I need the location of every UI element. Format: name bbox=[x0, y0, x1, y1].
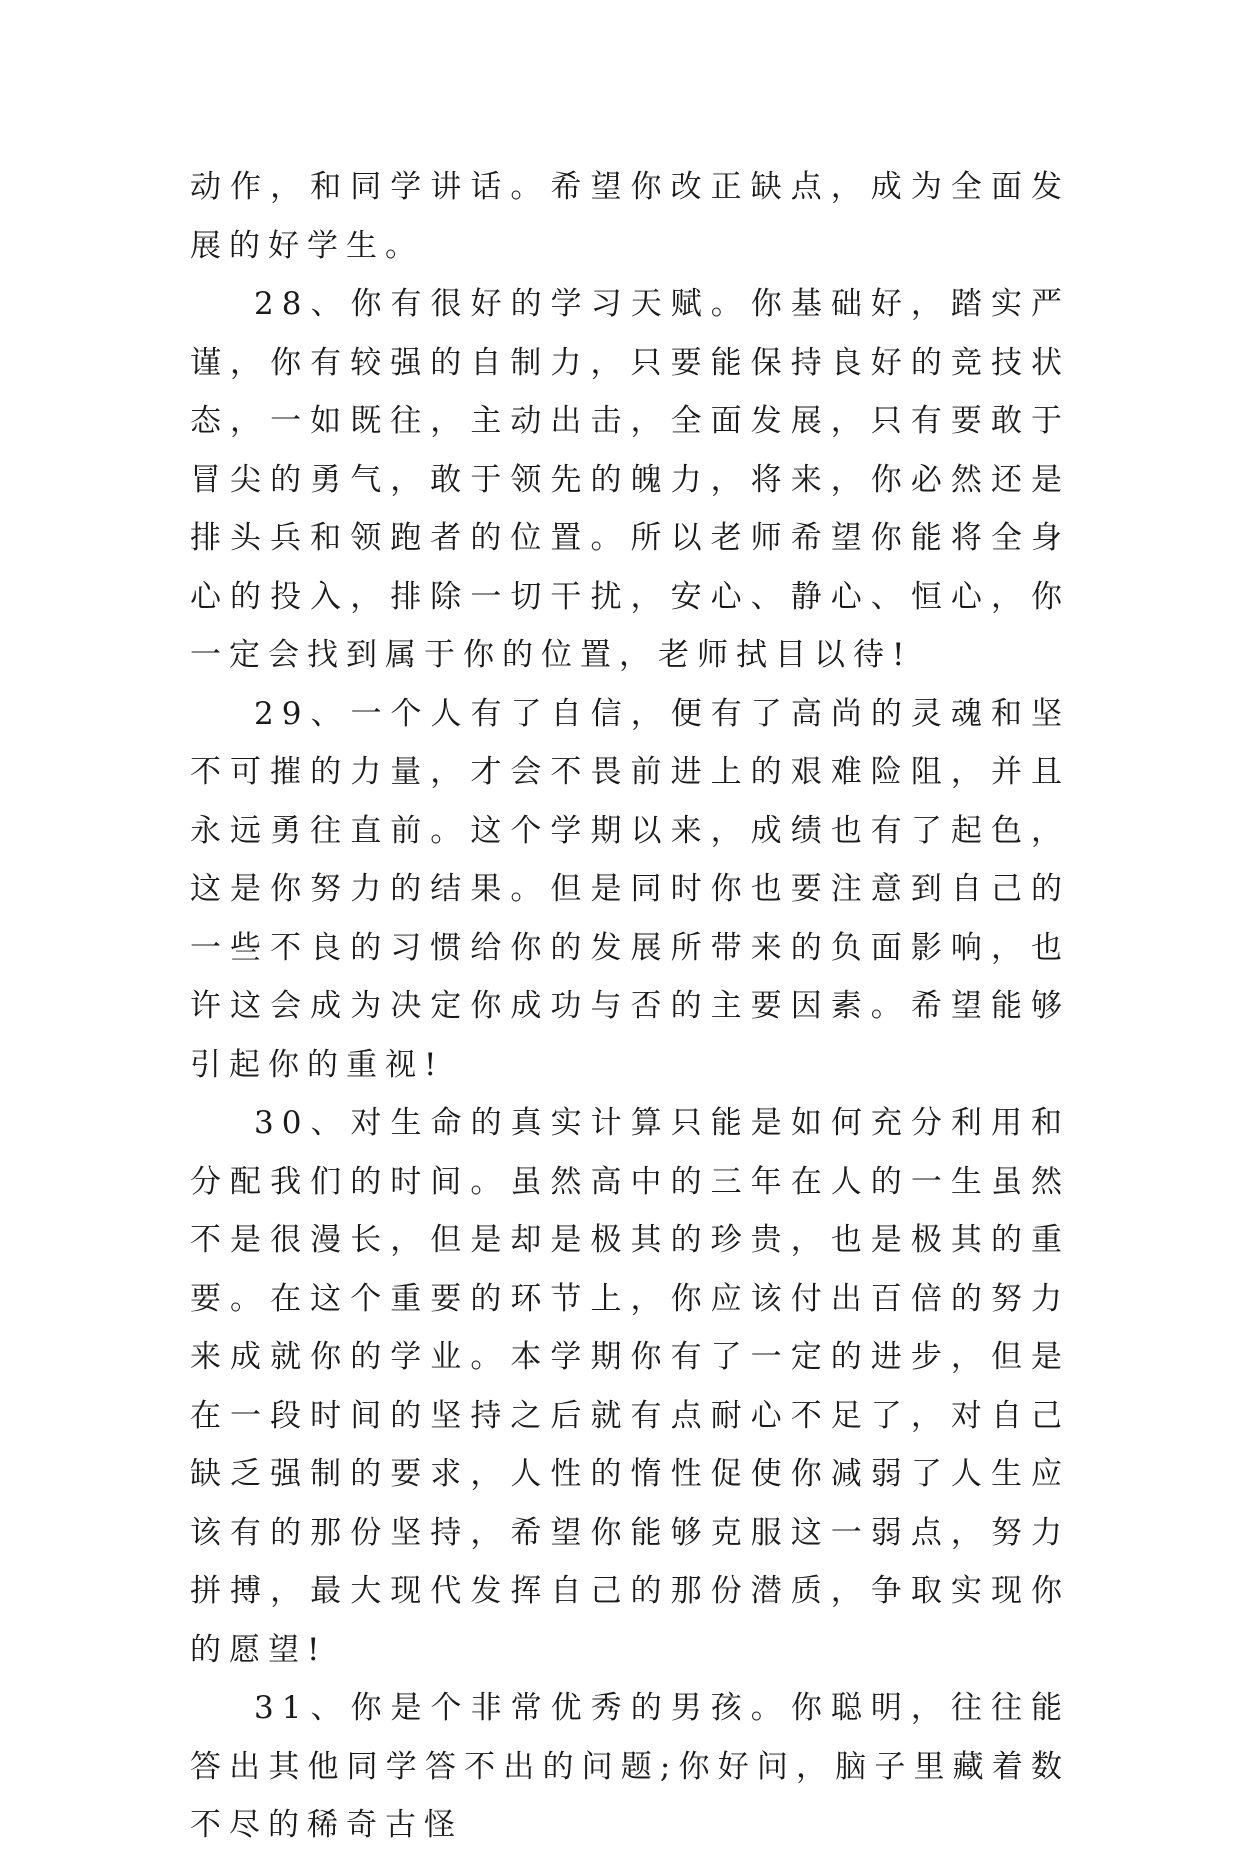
document-body bbox=[190, 158, 1070, 1855]
paragraph-31: 31、你是个非常优秀的男孩。你聪明，往往能答出其他同学答不出的问题;你好问，脑子里藏着数不尽的稀奇古怪 bbox=[190, 1690, 1070, 1843]
paragraph-29: 29、一个人有了自信，便有了高尚的灵魂和坚不可摧的力量，才会不畏前进上的艰难险阻，并且永远勇往直前。这个学期以来，成绩也有了起色，这是你努力的结果。但是同时你也要注意到自己的一些不良的习惯给你的发展所带来的负面影响，也许这会成为决定你成功与否的主要因素。希望能够引起你的重视! bbox=[190, 695, 1070, 1083]
paragraph-28: 28、你有很好的学习天赋。你基础好，踏实严谨，你有较强的自制力，只要能保持良好的竞技状态，一如既往，主动出击，全面发展，只有要敢于冒尖的勇气，敢于领先的魄力，将来，你必然还是排头兵和领跑者的位置。所以老师希望你能将全身心的投入，排除一切干扰，安心、静心、恒心，你一定会找到属于你的位置，老师拭目以待! bbox=[190, 286, 1070, 673]
paragraph-continued: 动作，和同学讲话。希望你改正缺点，成为全面发展的好学生。 bbox=[190, 169, 1070, 264]
paragraph-30: 30、对生命的真实计算只能是如何充分利用和分配我们的时间。虽然高中的三年在人的一生虽然不是很漫长，但是却是极其的珍贵，也是极其的重要。在这个重要的环节上，你应该付出百倍的努力来成就你的学业。本学期你有了一定的进步，但是在一段时间的坚持之后就有点耐心不足了，对自己缺乏强制的要求，人性的惰性促使你减弱了人生应该有的那份坚持，希望你能够克服这一弱点，努力拼搏，最大现代发挥自己的那份潜质，争取实现你的愿望! bbox=[190, 1105, 1070, 1668]
